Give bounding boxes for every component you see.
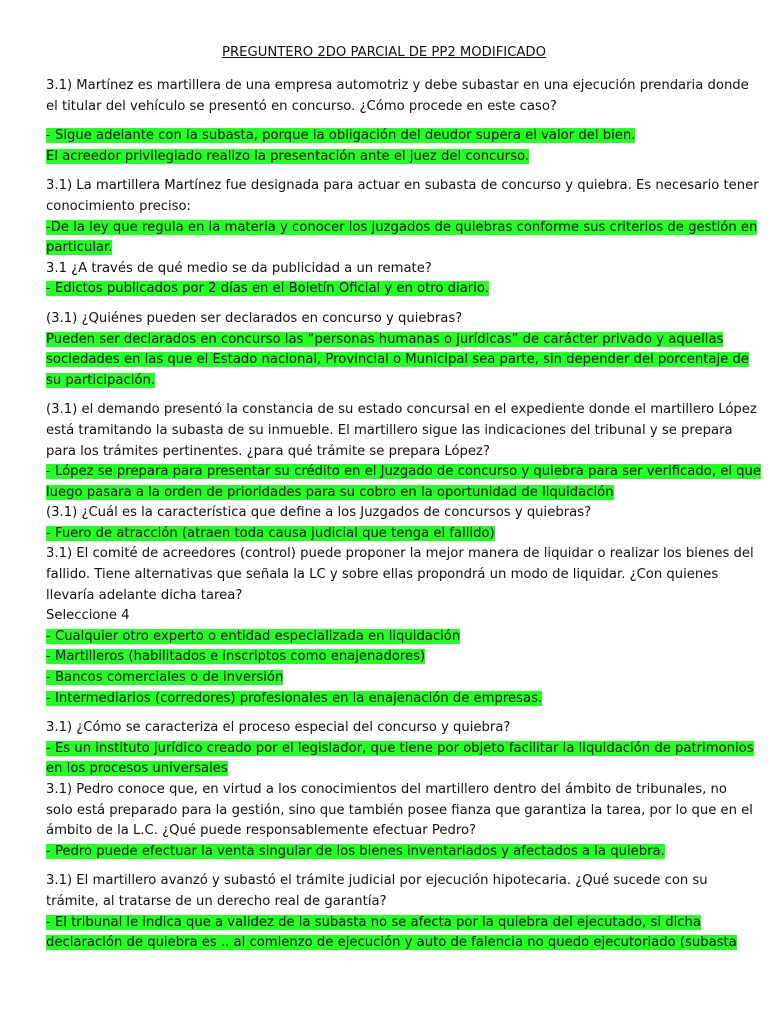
answer-highlight: particular. bbox=[46, 240, 113, 256]
answer-text bbox=[46, 238, 726, 259]
answer-text bbox=[46, 627, 726, 648]
question-text: (3.1) ¿Quiénes pueden ser declarados en concurso y quiebras? bbox=[46, 310, 463, 326]
answer-text bbox=[46, 933, 737, 954]
answer-highlight: su participación. bbox=[46, 372, 156, 388]
question-text: fallido. Tiene alternativas que señala la LC y sobre ellas propondrá un modo de liquidar. ¿Con quienes bbox=[46, 567, 719, 583]
question-text: 3.1) El martillero avanzó y subastó el trámite judicial por ejecución hipotecaria. ¿Qué sucede con su bbox=[46, 873, 708, 889]
question-text: conocimiento preciso: bbox=[46, 198, 191, 214]
answer-highlight: Pueden ser declarados en concurso las “personas humanas o jurídicas” de carácter privado y aquellas bbox=[46, 331, 724, 347]
answer-highlight: - El tribunal le indica que a validez de la subasta no se afecta por la quiebra del ejecutado, si dicha bbox=[46, 914, 701, 930]
answer-highlight: - Martilleros (habilitados e inscriptos como enajenadores) bbox=[46, 649, 426, 665]
question-text: Seleccione 4 bbox=[46, 608, 130, 624]
answer-highlight: en los procesos universales bbox=[46, 761, 228, 777]
answer-highlight: - Cualquier otro experto o entidad especializada en liquidación bbox=[46, 628, 461, 644]
answer-text bbox=[46, 668, 726, 689]
question-text: para los trámites pertinentes. ¿para qué trámite se prepara López? bbox=[46, 443, 490, 459]
question-text: ámbito de la L.C. ¿Qué puede responsablemente efectuar Pedro? bbox=[46, 823, 477, 839]
document-body bbox=[46, 76, 762, 954]
question-text: 3.1) ¿Cómo se caracteriza el proceso especial del concurso y quiebra? bbox=[46, 720, 511, 736]
answer-text bbox=[46, 913, 726, 934]
question-text: trámite, al tratarse de un derecho real de garantía? bbox=[46, 893, 387, 909]
answer-text bbox=[46, 689, 726, 710]
answer-highlight: -De la ley que regula en la materia y conocer los juzgados de quiebras conforme sus criterios de gestión en bbox=[46, 219, 758, 235]
answer-highlight: sociedades en las que el Estado nacional, Provincial o Municipal sea parte, sin depender del porcentaje de bbox=[46, 352, 749, 368]
answer-highlight: El acreedor privilegiado realizo la presentación ante el juez del concurso. bbox=[46, 148, 529, 164]
answer-text bbox=[46, 371, 726, 392]
answer-highlight: - Intermediarios (corredores) profesionales en la enajenación de empresas. bbox=[46, 690, 543, 706]
question-text: llevaría adelante dicha tarea? bbox=[46, 587, 243, 603]
answer-highlight: - Es un instituto jurídico creado por el legislador, que tiene por objeto facilitar la liquidación de patrimonios bbox=[46, 740, 754, 756]
answer-text bbox=[46, 739, 754, 760]
answer-text bbox=[46, 218, 758, 239]
answer-text bbox=[46, 350, 749, 371]
answer-text bbox=[46, 759, 726, 780]
answer-text bbox=[46, 462, 762, 483]
answer-highlight: luego pasara a la orden de prioridades para su cobro en la oportunidad de liquidación bbox=[46, 484, 614, 500]
answer-highlight: - Fuero de atracción (atraen toda causa judicial que tenga el fallido) bbox=[46, 525, 495, 541]
question-text: 3.1) Pedro conoce que, en virtud a los conocimientos del martillero dentro del ámbito de tribunales, no bbox=[46, 782, 727, 797]
answer-text bbox=[46, 279, 726, 300]
document-title: PREGUNTERO 2DO PARCIAL DE PP2 MODIFICADO bbox=[222, 45, 546, 60]
answer-text bbox=[46, 842, 726, 863]
question-text: solo está preparado para la gestión, sino que también posee fianza que garantiza la tarea, por lo que en el bbox=[46, 802, 753, 818]
answer-text bbox=[46, 147, 726, 168]
question-text: el titular del vehículo se presentó en concurso. ¿Cómo procede en este caso? bbox=[46, 98, 557, 114]
answer-text bbox=[46, 483, 726, 504]
answer-text bbox=[46, 330, 726, 351]
question-text: 3.1) El comité de acreedores (control) puede proponer la mejor manera de liquidar o realizar los bienes del bbox=[46, 546, 754, 562]
answer-highlight: - Pedro puede efectuar la venta singular de los bienes inventariados y afectados a la quiebra. bbox=[46, 843, 665, 859]
answer-highlight: - Edictos publicados por 2 días en el Boletín Oficial y en otro diario. bbox=[46, 281, 489, 297]
question-text: 3.1) Martínez es martillera de una empresa automotriz y debe subastar en una ejecución prendaria donde bbox=[46, 78, 749, 93]
answer-text bbox=[46, 524, 726, 545]
answer-text bbox=[46, 126, 726, 147]
question-text: está tramitando la subasta de su inmueble. El martillero sigue las indicaciones del tribunal y se prepara bbox=[46, 422, 733, 438]
question-text: 3.1) La martillera Martínez fue designada para actuar en subasta de concurso y quiebra. Es necesario tener bbox=[46, 178, 759, 194]
question-text: 3.1 ¿A través de qué medio se da publicidad a un remate? bbox=[46, 260, 432, 276]
answer-highlight: - Bancos comerciales o de inversión bbox=[46, 670, 284, 686]
question-text: (3.1) ¿Cuál es la característica que define a los Juzgados de concursos y quiebras? bbox=[46, 505, 592, 521]
answer-highlight: - López se prepara para presentar su crédito en el Juzgado de concurso y quiebra para ser verificado, el que bbox=[46, 464, 762, 480]
answer-highlight: declaración de quiebra es .. al comienzo de ejecución y auto de falencia no quedo ejecutoriado (subasta bbox=[46, 935, 737, 951]
question-text: (3.1) el demando presentó la constancia de su estado concursal en el expediente donde el martillero López bbox=[46, 402, 757, 418]
answer-text bbox=[46, 647, 726, 668]
answer-highlight: - Sigue adelante con la subasta, porque la obligación del deudor supera el valor del bien. bbox=[46, 128, 636, 144]
